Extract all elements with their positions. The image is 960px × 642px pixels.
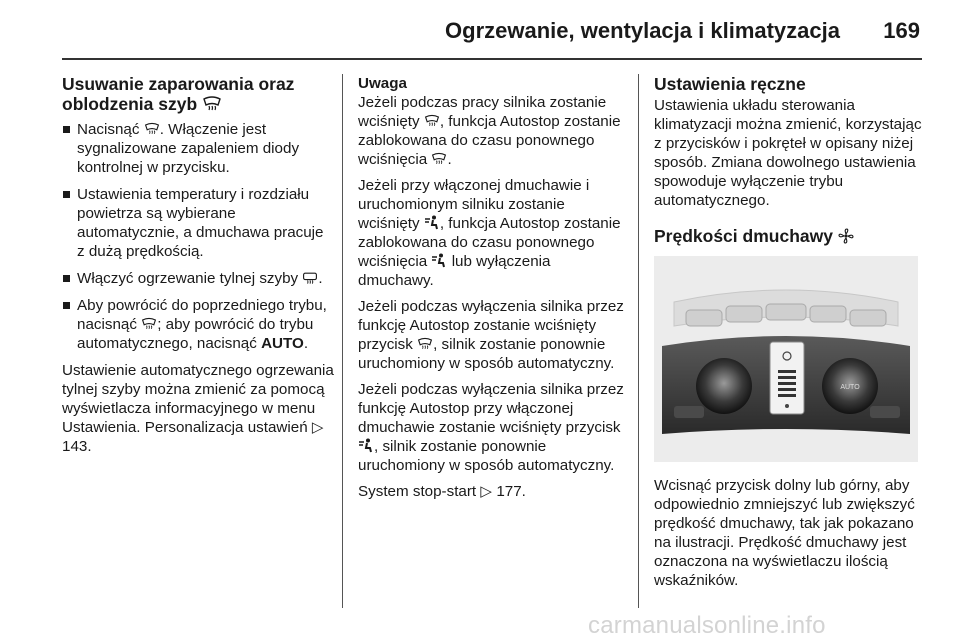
- page-header: [0, 0, 960, 56]
- list-item: Ustawienia temperatury i rozdziału powietrza są wybierane automatycznie, a dmuchawa pracuje z dużą prędkością.: [62, 185, 334, 261]
- paragraph: Jeżeli podczas wyłączenia silnika przez funkcję Autostop zostanie wciśnięty przycisk , silnik zostanie ponownie uruchomiony w sposób automatyczny.: [358, 298, 624, 372]
- paragraph: Ustawienie automatycznego ogrzewania tylnej szyby można zmienić za pomocą wyświetlacza informacyjnego w menu Ustawienia. Personalizacja ustawień ▷ 143.: [62, 362, 334, 455]
- page-reference[interactable]: 143.: [62, 438, 92, 455]
- column-left: [62, 74, 334, 463]
- header-rule: [62, 58, 922, 60]
- auto-label: AUTO: [261, 335, 304, 352]
- section-heading-fan-speed: Prędkości dmuchawy: [654, 226, 929, 246]
- panel-drawing: [654, 256, 918, 462]
- page-number: 169: [883, 18, 920, 43]
- paragraph: Wcisnąć przycisk dolny lub górny, aby odpowiednio zmniejszyć lub zwiększyć prędkość dmuchawy, tak jak pokazano na ilustracji. Prędkość dmuchawy jest oznaczona na wyświetlaczu ilością wskaźników.: [654, 477, 915, 589]
- paragraph: Jeżeli podczas pracy silnika zostanie wciśnięty , funkcja Autostop zostanie zablokowana do czasu ponownego wciśnięcia .: [358, 94, 621, 168]
- page-ref-arrow-icon: ▷: [480, 483, 493, 500]
- climate-control-panel-illustration: [654, 256, 918, 462]
- column-middle: [358, 74, 630, 508]
- air-distribution-icon: [424, 215, 440, 230]
- air-distribution-icon: [358, 438, 374, 453]
- temperature-knob-left: [696, 358, 752, 414]
- section-heading-defrost: Usuwanie zaparowania oraz oblodzenia szyb: [62, 74, 295, 114]
- windshield-defrost-icon: [424, 114, 440, 128]
- paragraph: Jeżeli przy włączonej dmuchawie i uruchomionym silniku zostanie wciśnięty , funkcja Autostop zostanie zablokowana do czasu ponownego wciśnięcia lub wyłączenia dmuchawy.: [358, 177, 621, 289]
- list-item: Nacisnąć . Włączenie jest sygnalizowane zapaleniem diody kontrolnej w przycisku.: [62, 120, 334, 177]
- column-right: [654, 74, 929, 597]
- windshield-defrost-icon: [141, 317, 157, 331]
- list-item: Włączyć ogrzewanie tylnej szyby .: [62, 269, 334, 288]
- paragraph: Ustawienia układu sterowania klimatyzacji można zmienić, korzystając z przycisków i pokręteł w opisany niżej sposób. Zmiana dowolnego ustawienia spowoduje wyłączenie trybu automatycznego.: [654, 97, 922, 209]
- column-divider: [342, 74, 343, 608]
- defrost-steps: [62, 120, 334, 353]
- page-reference[interactable]: 177.: [496, 483, 526, 500]
- windshield-defrost-icon: [144, 122, 160, 136]
- page-title: Ogrzewanie, wentylacja i klimatyzacja: [445, 18, 840, 43]
- windshield-defrost-icon: [431, 152, 447, 166]
- section-heading-manual: Ustawienia ręczne: [654, 74, 806, 94]
- auto-knob-label: AUTO: [840, 384, 860, 391]
- watermark: carmanualsonline.info: [588, 612, 826, 639]
- windshield-defrost-icon: [202, 96, 222, 112]
- air-distribution-icon: [431, 253, 447, 268]
- fan-icon: [838, 228, 854, 244]
- page-ref-arrow-icon: ▷: [311, 419, 324, 436]
- paragraph: Jeżeli podczas wyłączenia silnika przez funkcję Autostop przy włączonej dmuchawie zostanie wciśnięty przycisk , silnik zostanie ponownie uruchomiony w sposób automatyczny.: [358, 381, 624, 474]
- paragraph: System stop-start ▷ 177.: [358, 483, 526, 500]
- list-item: Aby powrócić do poprzedniego trybu, nacisnąć ; aby powrócić do trybu automatycznego, nacisnąć AUTO.: [62, 296, 334, 353]
- column-divider: [638, 74, 639, 608]
- windshield-defrost-icon: [417, 337, 433, 351]
- note-title: Uwaga: [358, 75, 407, 92]
- rear-window-heat-icon: [302, 271, 318, 285]
